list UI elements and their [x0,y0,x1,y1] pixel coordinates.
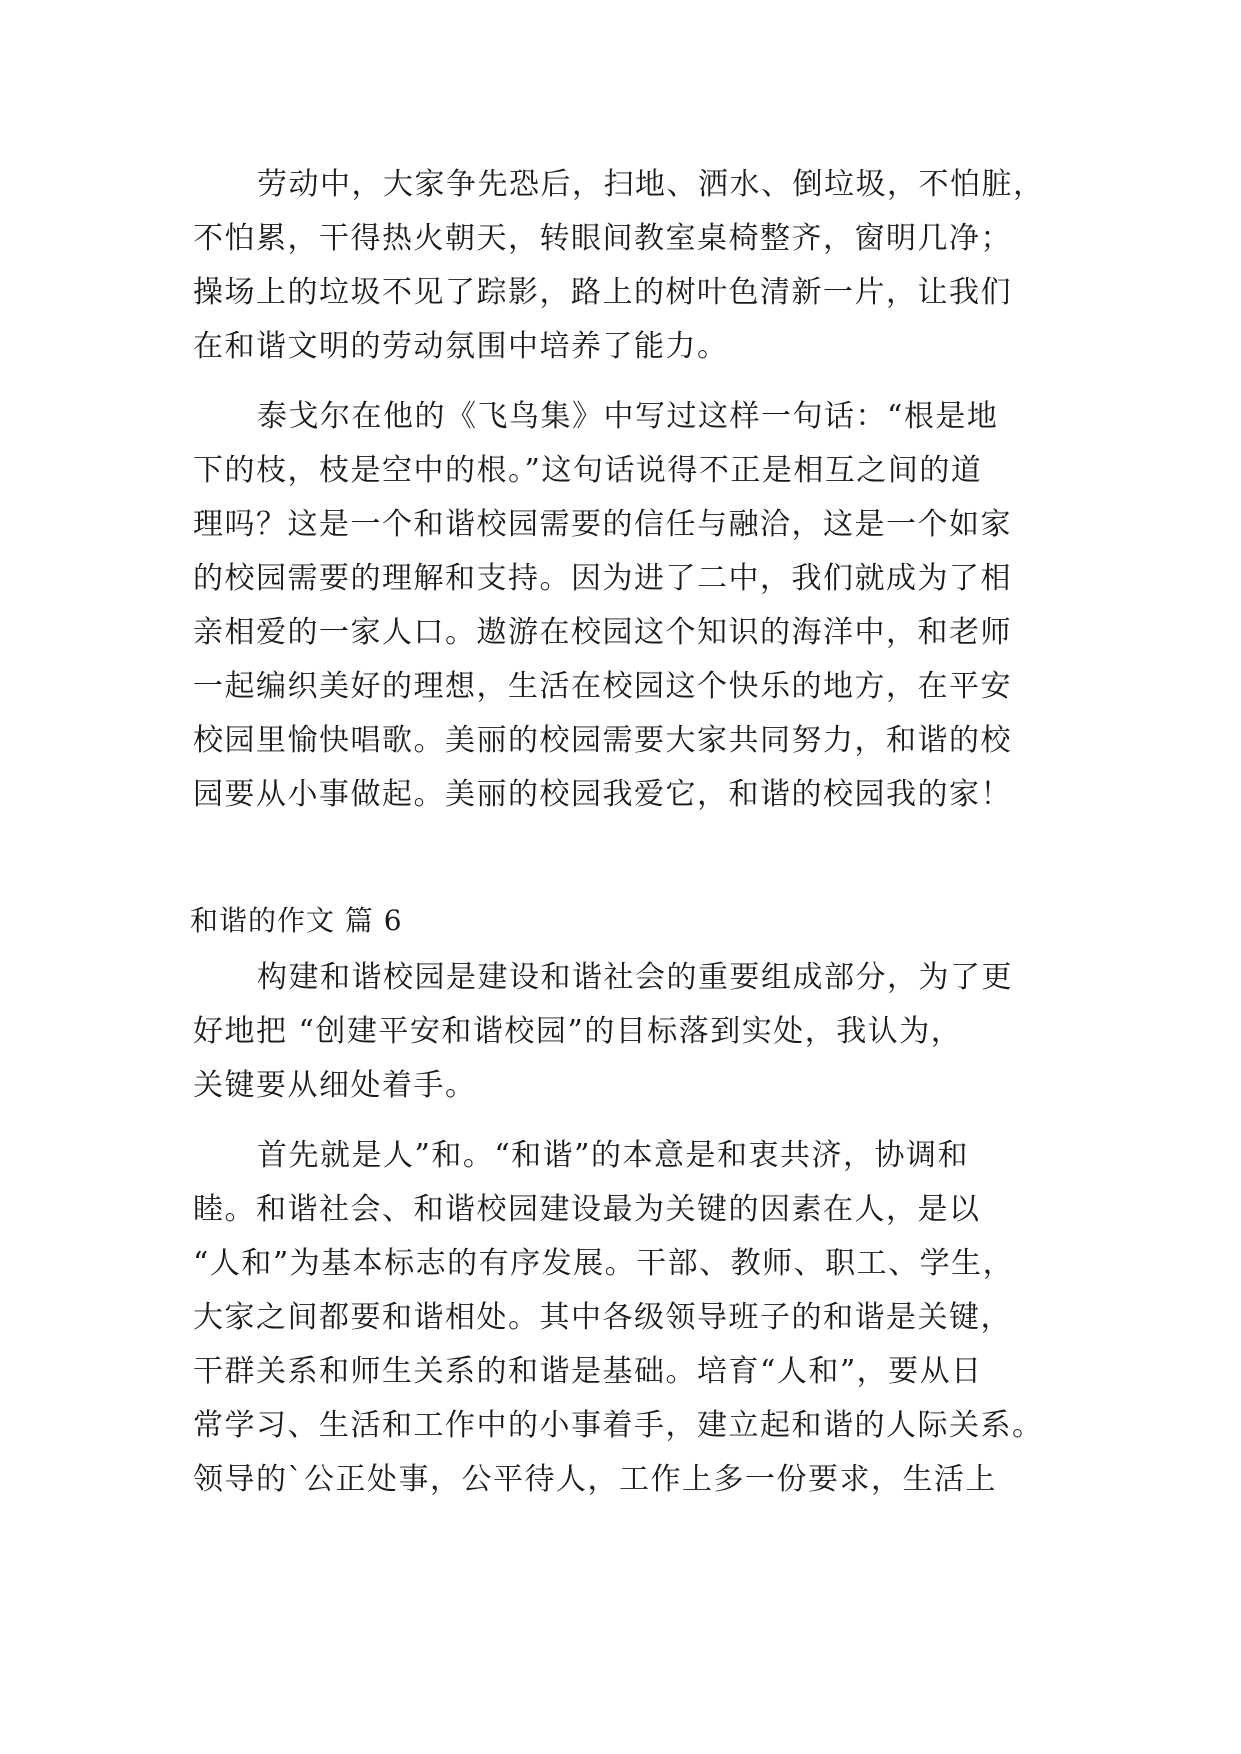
paragraph-line: 园要从小事做起。美丽的校园我爱它，和谐的校园我的家！ [193,777,1012,812]
paragraph-line: 的校园需要的理解和支持。因为进了二中，我们就成为了相 [193,561,1012,596]
paragraph-line: 干群关系和师生关系的和谐是基础。培育“人和”，要从日 [193,1354,983,1389]
paragraph-line: 常学习、生活和工作中的小事着手，建立起和谐的人际关系。 [193,1408,1044,1443]
paragraph-line: 理吗？这是一个和谐校园需要的信任与融洽，这是一个如家 [193,507,1012,542]
paragraph-line: 领导的`公正处事，公平待人，工作上多一份要求，生活上 [193,1462,997,1497]
paragraph-line: 大家之间都要和谐相处。其中各级领导班子的和谐是关键， [193,1300,1012,1335]
paragraph-line: 校园里愉快唱歌。美丽的校园需要大家共同努力，和谐的校 [193,723,1012,758]
section-heading: 和谐的作文 篇 6 [190,904,403,937]
paragraph-line: 亲相爱的一家人口。遨游在校园这个知识的海洋中，和老师 [193,615,1012,650]
paragraph-line: 泰戈尔在他的《飞鸟集》中写过这样一句话：“根是地 [257,399,999,434]
paragraph-line: 劳动中，大家争先恐后，扫地、洒水、倒垃圾，不怕脏， [257,167,1045,202]
paragraph-line: 首先就是人”和。“和谐”的本意是和衷共济，协调和 [257,1138,970,1173]
paragraph-line: 构建和谐校园是建设和谐社会的重要组成部分，为了更 [257,960,1013,995]
paragraph-line: 在和谐文明的劳动氛围中培养了能力。 [193,329,729,364]
paragraph-line: 下的枝，枝是空中的根。”这句话说得不正是相互之间的道 [193,453,983,488]
paragraph-line: 关键要从细处着手。 [193,1068,477,1103]
paragraph-line: 好地把 “创建平安和谐校园”的目标落到实处，我认为， [193,1014,963,1049]
paragraph-line: 一起编织美好的理想，生活在校园这个快乐的地方，在平安 [193,669,1012,704]
paragraph-line: 睦。和谐社会、和谐校园建设最为关键的因素在人，是以 [193,1192,981,1227]
paragraph-line: 操场上的垃圾不见了踪影，路上的树叶色清新一片，让我们 [193,275,1012,310]
paragraph-line: “人和”为基本标志的有序发展。干部、教师、职工、学生， [193,1246,1015,1281]
paragraph-line: 不怕累，干得热火朝天，转眼间教室桌椅整齐，窗明几净； [193,221,1012,256]
